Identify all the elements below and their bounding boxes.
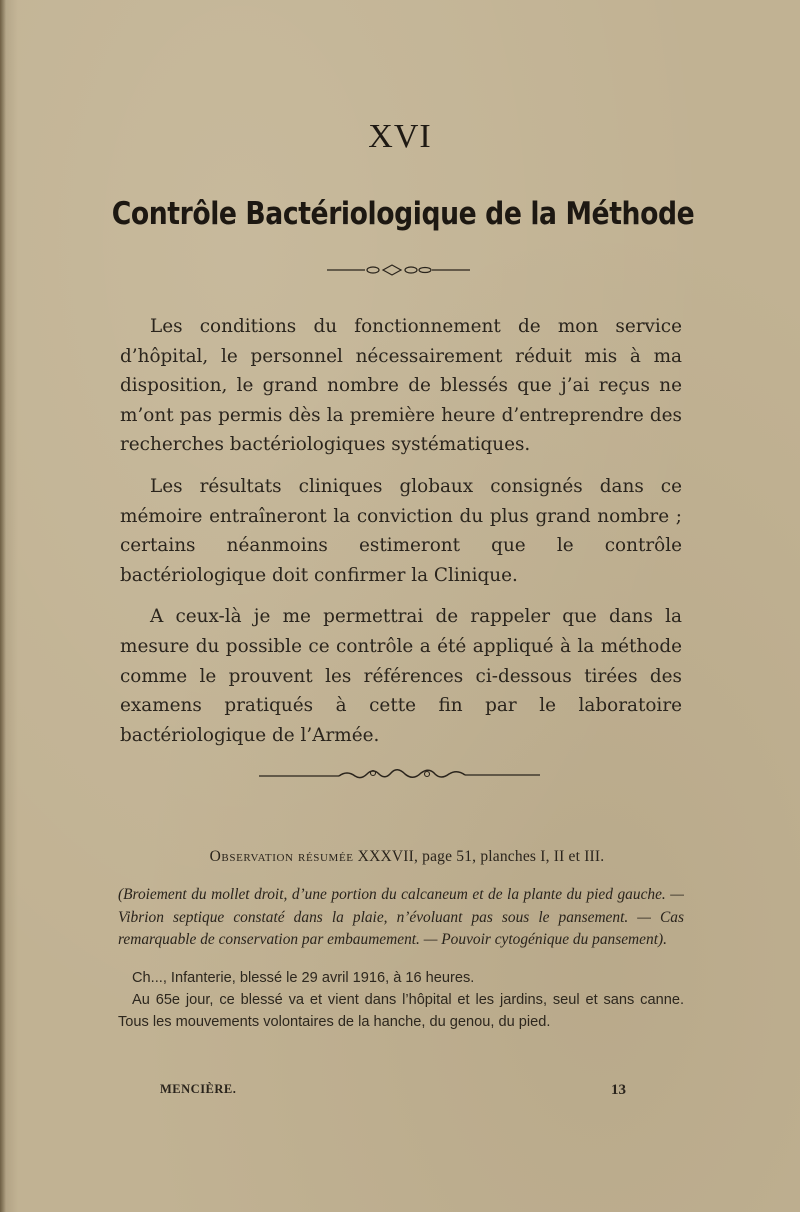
page-spine-shadow <box>0 0 6 1212</box>
observation-section <box>118 848 684 1033</box>
ornament-divider-middle <box>0 764 800 788</box>
case-line-1: Ch..., Infanterie, blessé le 29 avril 1916, à 16 heures. <box>132 969 475 986</box>
observation-heading <box>130 848 684 866</box>
chapter-title: Contrôle Bactériologique de la Méthode <box>111 196 695 232</box>
page-number: 13 <box>611 1082 626 1098</box>
footer-author: MENCIÈRE. <box>160 1082 237 1096</box>
observation-label: Observation résumée <box>209 848 354 865</box>
ornament-flourish-icon <box>255 764 545 784</box>
body-paragraph-2: Les résultats cliniques globaux consignés dans ce mémoire entraîneront la conviction du plus grand nombre ; certains néanmoins estimeront que le contrôle bactériologique doit confirmer la Clinique. <box>120 475 682 586</box>
ornament-top-icon <box>325 263 475 277</box>
body-text <box>120 312 682 762</box>
observation-summary: (Broiement du mollet droit, d’une portion du calcaneum et de la plante du pied gauche. — Vibrion septique constaté dans la plaie, n’évoluant pas sous le pansement. — Cas remarquable de conservation par embaumement. — Pouvoir cytogénique du pansement). <box>118 886 684 948</box>
chapter-number: XVI <box>368 118 432 155</box>
case-line-2: Au 65e jour, ce blessé va et vient dans l’hôpital et les jardins, seul et sans canne. Tous les mouvements volontaires de la hanche, du genou, du pied. <box>118 991 684 1030</box>
observation-case <box>118 967 684 1033</box>
body-paragraph-3: A ceux-là je me permettrai de rappeler que dans la mesure du possible ce contrôle a été appliqué à la méthode comme le prouvent les références ci-dessous tirées des examens pratiqués à cette fin par le laboratoire bactériologique de l’Armée. <box>120 606 682 746</box>
observation-reference: , page 51, planches I, II et III. <box>413 848 605 865</box>
observation-number: XXXVII <box>357 848 414 865</box>
ornament-divider-top <box>0 262 800 281</box>
body-paragraph-1: Les conditions du fonctionnement de mon service d’hôpital, le personnel nécessairement réduit mis à ma disposition, le grand nombre de blessés que j’ai reçus ne m’ont pas permis dès la première heure d’entreprendre des recherches bactériologiques systématiques. <box>120 316 682 456</box>
